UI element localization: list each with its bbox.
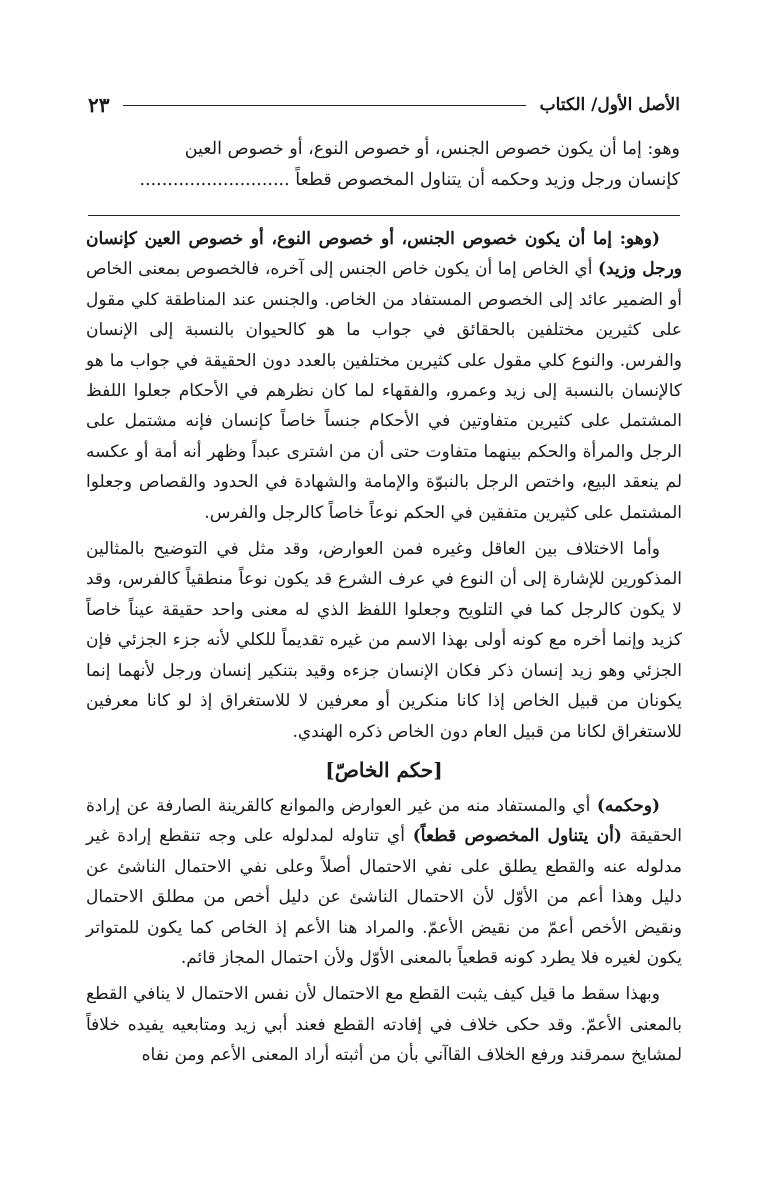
matn-separator-rule: [88, 215, 680, 216]
matn-line-1: وهو: إما أن يكون خصوص الجنس، أو خصوص النوع، أو خصوص العين: [184, 139, 680, 159]
commentary-text: أي والمستفاد منه من غير العوارض والموانع كالقرينة الصارفة عن إرادة الحقيقة: [86, 795, 682, 847]
header-rule: [123, 105, 525, 106]
section-heading: [حكم الخاصّ]: [325, 757, 443, 782]
commentary-text: أي تناوله لمدلوله على وجه تنقطع إرادة غير مدلوله عنه والقطع يطلق على نفي الاحتمال أصلاً وعلى نفي الاحتمال الناشئ عن دليل وهذا أعم من الأوّل لأن الاحتمال الناشئ عن دليل أخص من مطلق الاحتمال ونقيض الأخص أعمّ من نقيض الأعمّ. والمراد هنا الأعم إذ الخاص كما يكون للمتواتر يكون لغيره فلا يطرد كونه قطعياً بالمعنى الأوّل ولأن احتمال المجاز قائم.: [86, 826, 682, 968]
matn-line-2-text: كإنسان ورجل وزيد وحكمه أن يتناول المخصوص قطعاً: [295, 170, 680, 190]
page-number: ٢٣: [88, 93, 110, 117]
sharh-paragraph-2: [86, 534, 682, 747]
matn-text: [88, 134, 680, 196]
sharh-paragraph-4: [86, 979, 682, 1070]
quoted-matn: (أن يتناول المخصوص قطعاً): [412, 826, 622, 847]
commentary-text: وبهذا سقط ما قيل كيف يثبت القطع مع الاحتمال لأن نفس الاحتمال لا ينافي القطع بالمعنى الأعمّ. وقد حكى خلاف في إفادته القطع فعند أبي زيد ومتابعيه يفيده خلافاً لمشايخ سمرقند ورفع الخلاف القاآني بأن من أثبته أراد المعنى الأعم ومن نفاه: [86, 984, 682, 1066]
sharh-text: [86, 224, 682, 1071]
sharh-paragraph-1: [86, 224, 682, 528]
matn-line-2: [88, 165, 680, 196]
commentary-text: وأما الاختلاف بين العاقل وغيره فمن العوارض، وقد مثل في التوضيح بالمثالين المذكورين للإشارة إلى أن النوع في عرف الشرع قد يكون نوعاً منطقياً كالفرس، وقد لا يكون كالرجل كما في التلويح وجعلوا اللفظ الذي له معنى واحد حقيقة عيناً خاصاً كزيد وإنما أخره مع كونه أولى بهذا الاسم من غيره تقديماً للكلي لأنه جزء الجزئي فإن الجزئي وهو زيد إنسان ذكر فكان الإنسان جزءه وقيد بتنكير إنسان ورجل لأنهما إنما يكونان من قبيل الخاص إذا كانا منكرين أو معرفين لا للاستغراق إذ لو كانا معرفين للاستغراق لكانا من قبيل العام دون الخاص ذكره الهندي.: [86, 539, 682, 742]
quoted-matn: (وهو: إما أن يكون خصوص الجنس، أو خصوص النوع، أو خصوص العين كإنسان ورجل وزيد): [86, 229, 682, 280]
matn-dots: ...........................: [139, 170, 290, 190]
sharh-paragraph-3: [86, 791, 682, 973]
page-header: [88, 90, 680, 120]
commentary-text: أي الخاص إما أن يكون خاص الجنس إلى آخره، فالخصوص بمعنى الخاص أو الضمير عائد إلى الخصوص المستفاد من الخاص. والجنس عند المناطقة كلي مقول على كثيرين مختلفين بالحقائق في جواب ما هو كالحيوان بالنسبة إلى الإنسان والفرس. والنوع كلي مقول على كثيرين مختلفين بالعدد دون الحقيقة في جواب ما هو كالإنسان بالنسبة إلى زيد وعمرو، والفقهاء لما كان نظرهم في الأحكام جعلوا اللفظ المشتمل على كثيرين متفاوتين في الأحكام جنساً خاصاً كإنسان فإنه مشتمل على الرجل والمرأة والحكم بينهما متفاوت حتى أن من اشترى عبداً وظهر أنه أمة أو عكسه لم ينعقد البيع، واختص الرجل بالنبوّة والإمامة والشهادة في الحدود والقصاص وجعلوا المشتمل على كثيرين متفقين في الحكم نوعاً خاصاً كالرجل والفرس.: [86, 259, 682, 523]
quoted-matn: (وحكمه): [596, 795, 660, 816]
running-title: الأصل الأول/ الكتاب: [539, 95, 680, 115]
